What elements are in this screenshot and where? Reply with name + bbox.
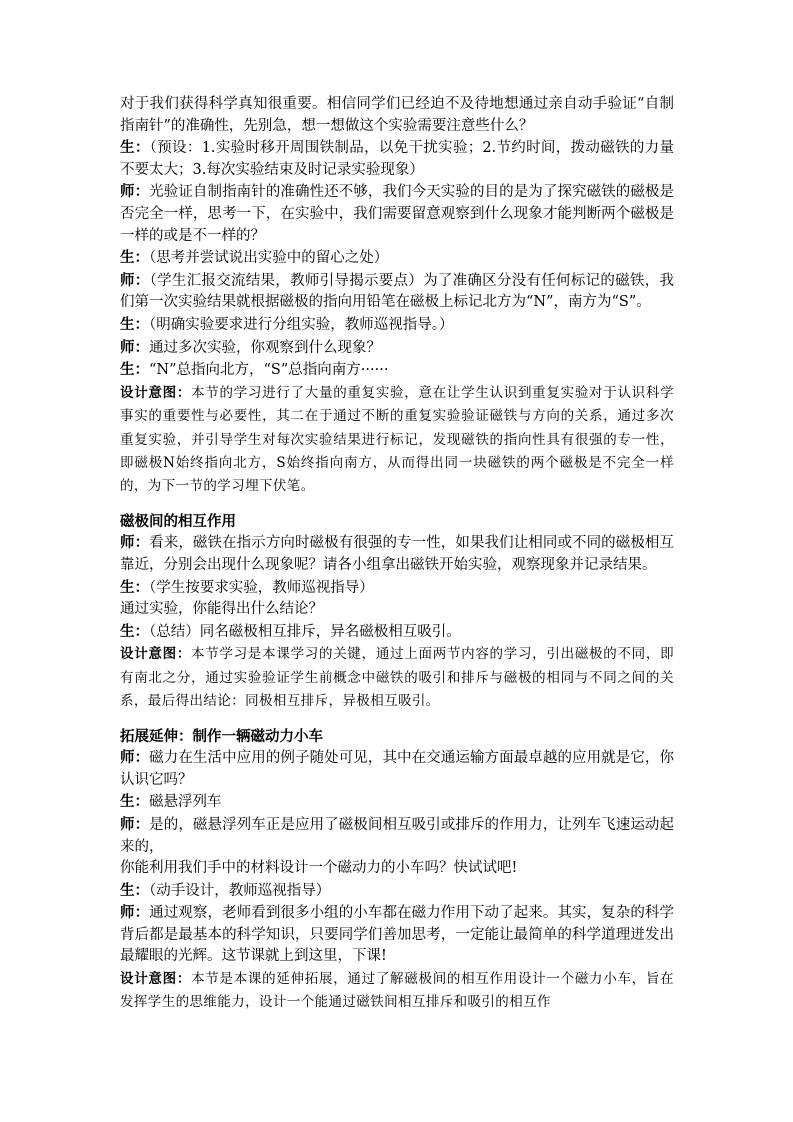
design-label: 设计意图：: [120, 384, 192, 401]
teacher-line: 师：是的，磁悬浮列车正是应用了磁极间相互吸引或排斥的作用力，让列车飞速运动起来的，: [120, 815, 675, 855]
student-label: 生：: [120, 139, 150, 157]
design-label: 设计意图：: [120, 971, 192, 988]
teacher-line: 师：通过观察，老师看到很多小组的小车都在磁力作用下动了起来。其实，复杂的科学背后都是最基本的科学知识，只要同学们善加思考，一定能让最简单的科学道理迸发出最耀眼的光辉。这节课就上到这里，下课!: [120, 904, 675, 965]
teacher-label: 师：: [120, 183, 150, 201]
student-label: 生：: [120, 881, 149, 899]
teacher-label: 师：: [120, 338, 149, 356]
teacher-label: 师：: [120, 749, 150, 767]
student-label: 生：: [120, 361, 149, 379]
spacer: [120, 499, 674, 511]
student-line: 生：（思考并尝试说出实验中的留心之处）: [120, 249, 389, 267]
teacher-line: 师：看来，磁铁在指示方向时磁极有很强的专一性，如果我们让相同或不同的磁极相互靠近，分别会出现什么现象呢？请各小组拿出磁铁开始实验，观察现象并记录结果。: [120, 534, 675, 573]
student-label: 生：: [120, 249, 149, 267]
section-heading: 拓展延伸：制作一辆磁动力小车: [120, 727, 323, 745]
student-line: 生：（学生按要求实验，教师巡视指导）: [120, 578, 374, 596]
paragraph-intro: 对于我们获得科学真知很重要。相信同学们已经迫不及待地想通过亲自动手验证“自制指南针”的准确性，先别急，想一想做这个实验需要注意些什么？: [120, 96, 674, 134]
teacher-line: 师：（学生汇报交流结果，教师引导揭示要点）为了准确区分没有任何标记的磁铁，我们第一次实验结果就根据磁极的指向用铅笔在磁极上标记北方为“N”，南方为“S”。: [120, 271, 675, 311]
student-line: 生：（明确实验要求进行分组实验，教师巡视指导。）: [120, 315, 454, 333]
design-intent: 设计意图：本节学习是本课学习的关键，通过上面两节内容的学习，引出磁极的不同，即有南北之分，通过实验验证学生前概念中磁铁的吸引和排斥与磁极的相同与不同之间的关系，最后得出结论：同极相互排斥，异极相互吸引。: [120, 646, 675, 710]
design-label: 设计意图：: [120, 646, 192, 663]
teacher-label: 师：: [120, 534, 150, 552]
student-line: 生：（预设：1.实验时移开周围铁制品，以免干扰实验；2.节约时间，拨动磁铁的力量不要太大；3.每次实验结束及时记录实验现象）: [120, 139, 675, 178]
student-label: 生：: [120, 622, 149, 640]
student-line: 生：“N”总指向北方，“S”总指向南方······: [120, 361, 389, 379]
student-label: 生：: [120, 315, 149, 333]
design-intent: 设计意图：本节的学习进行了大量的重复实验，意在让学生认识到重复实验对于认识科学事实的重要性与必要性，其二在于通过不断的重复实验验证磁铁与方向的关系，通过多次重复实验，并引导学生对每次实验结果进行标记，发现磁铁的指向性具有很强的专一性，即磁极N始终指向北方，S始终指向南方，从而得出同一块磁铁的两个磁极是不完全一样的，为下一节的学习埋下伏笔。: [120, 384, 675, 495]
teacher-label: 师：: [120, 271, 150, 289]
student-label: 生：: [120, 793, 149, 811]
question-line: 你能利用我们手中的材料设计一个磁动力的小车吗？快试试吧!: [120, 860, 518, 877]
teacher-line: 师：光验证自制指南针的准确性还不够，我们今天实验的目的是为了探究磁铁的磁极是否完全一样，思考一下，在实验中，我们需要留意观察到什么现象才能判断两个磁极是一样的或是不一样的？: [120, 183, 675, 244]
student-line: 生：（动手设计，教师巡视指导）: [120, 881, 331, 899]
teacher-label: 师：: [120, 815, 150, 833]
teacher-label: 师：: [120, 904, 150, 922]
student-label: 生：: [120, 578, 149, 596]
student-line: 生：磁悬浮列车: [120, 793, 222, 811]
teacher-line: 师：通过多次实验，你观察到什么现象？: [120, 338, 381, 356]
design-intent: 设计意图：本节是本课的延伸拓展，通过了解磁极间的相互作用设计一个磁力小车，旨在发挥学生的思维能力，设计一个能通过磁铁间相互排斥和吸引的相互作: [120, 971, 675, 1011]
section-heading: 磁极间的相互作用: [120, 512, 236, 530]
student-line: 生：（总结）同名磁极相互排斥，异名磁极相互吸引。: [120, 622, 461, 640]
spacer: [120, 714, 674, 726]
page-content: [120, 94, 674, 1015]
question-line: 通过实验，你能得出什么结论？: [120, 601, 323, 618]
teacher-line: 师：磁力在生活中应用的例子随处可见，其中在交通运输方面最卓越的应用就是它，你认识它吗？: [120, 749, 675, 788]
